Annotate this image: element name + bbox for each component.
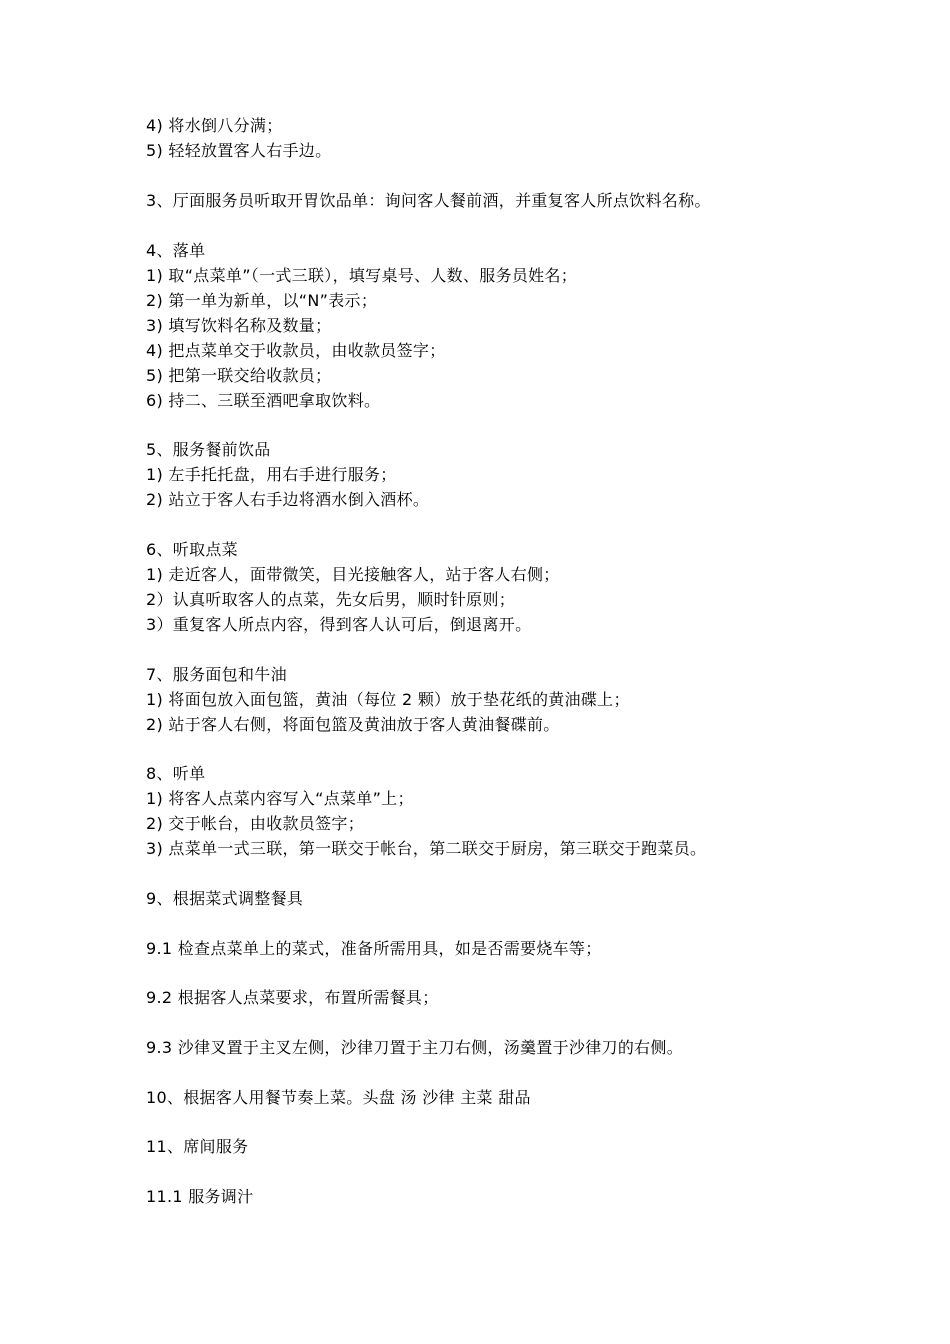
text-line: 3) 填写饮料名称及数量； (146, 316, 332, 335)
text-line: 5) 把第一联交给收款员； (146, 366, 332, 385)
section-heading: 10、根据客人用餐节奏上菜。头盘 汤 沙律 主菜 甜品 (146, 1088, 531, 1107)
text-line: 1) 走近客人，面带微笑，目光接触客人，站于客人右侧； (146, 565, 560, 584)
text-line: 4) 把点菜单交于收款员，由收款员签字； (146, 341, 446, 360)
section-heading: 11、席间服务 (146, 1137, 249, 1156)
text-line: 2）认真听取客人的点菜，先女后男，顺时针原则； (146, 590, 516, 609)
section-heading: 5、服务餐前饮品 (146, 440, 271, 459)
section-heading: 7、服务面包和牛油 (146, 665, 287, 684)
text-line: 2) 第一单为新单，以“N”表示； (146, 291, 378, 310)
text-line: 2) 站立于客人右手边将酒水倒入酒杯。 (146, 490, 430, 509)
section-heading: 9、根据菜式调整餐具 (146, 889, 304, 908)
text-line: 2) 交于帐台，由收款员签字； (146, 814, 365, 833)
text-line: 11.1 服务调汁 (146, 1187, 254, 1206)
text-line: 1) 取“点菜单”（一式三联），填写桌号、人数、服务员姓名； (146, 266, 578, 285)
text-line: 9.2 根据客人点菜要求，布置所需餐具； (146, 988, 439, 1007)
text-line: 9.1 检查点菜单上的菜式，准备所需用具，如是否需要烧车等； (146, 939, 602, 958)
section-heading: 4、落单 (146, 241, 206, 260)
section-heading: 6、听取点菜 (146, 540, 238, 559)
section-heading: 3、厅面服务员听取开胃饮品单：询问客人餐前酒，并重复客人所点饮料名称。 (146, 191, 711, 210)
text-line: 2) 站于客人右侧，将面包篮及黄油放于客人黄油餐碟前。 (146, 715, 560, 734)
text-line: 9.3 沙律叉置于主叉左侧，沙律刀置于主刀右侧，汤羹置于沙律刀的右侧。 (146, 1038, 684, 1057)
text-line: 3）重复客人所点内容，得到客人认可后，倒退离开。 (146, 615, 532, 634)
text-line: 3) 点菜单一式三联，第一联交于帐台，第二联交于厨房，第三联交于跑菜员。 (146, 839, 707, 858)
section-heading: 8、听单 (146, 764, 206, 783)
text-line: 6) 持二、三联至酒吧拿取饮料。 (146, 391, 381, 410)
text-line: 1) 将客人点菜内容写入“点菜单”上； (146, 789, 414, 808)
text-line: 1) 将面包放入面包篮，黄油（每位 2 颗）放于垫花纸的黄油碟上； (146, 690, 630, 709)
text-line: 1) 左手托托盘，用右手进行服务； (146, 465, 397, 484)
text-line: 4) 将水倒八分满； (146, 116, 283, 135)
text-line: 5) 轻轻放置客人右手边。 (146, 141, 332, 160)
